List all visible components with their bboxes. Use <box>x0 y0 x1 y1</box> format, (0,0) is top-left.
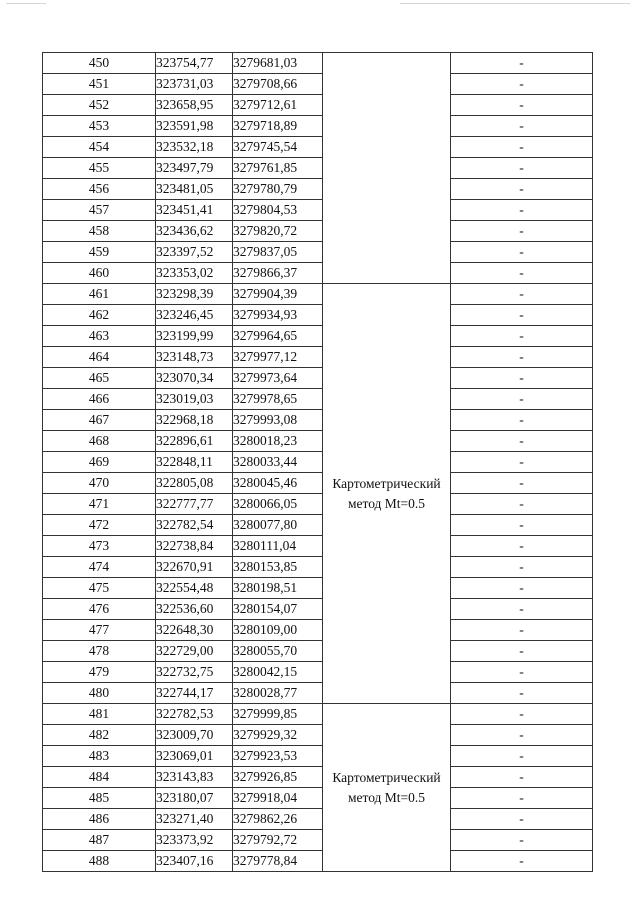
table-row <box>43 809 593 830</box>
point-number-cell: 457 <box>43 200 156 221</box>
note-cell: - <box>451 788 593 809</box>
point-number-cell: 485 <box>43 788 156 809</box>
table-row <box>43 704 593 725</box>
note-cell: - <box>451 326 593 347</box>
point-number-cell: 484 <box>43 767 156 788</box>
method-cell <box>323 53 451 284</box>
x-coordinate-cell: 322805,08 <box>156 473 233 494</box>
y-coordinate-cell: 3279778,84 <box>233 851 323 872</box>
table-row <box>43 284 593 305</box>
x-coordinate-cell: 323070,34 <box>156 368 233 389</box>
x-coordinate-cell: 323451,41 <box>156 200 233 221</box>
x-coordinate-cell: 323407,16 <box>156 851 233 872</box>
table-row <box>43 116 593 137</box>
x-coordinate-cell: 322848,11 <box>156 452 233 473</box>
note-cell: - <box>451 599 593 620</box>
table-row <box>43 368 593 389</box>
table-row <box>43 389 593 410</box>
x-coordinate-cell: 323271,40 <box>156 809 233 830</box>
y-coordinate-cell: 3279820,72 <box>233 221 323 242</box>
table-row <box>43 95 593 116</box>
note-cell: - <box>451 368 593 389</box>
note-cell: - <box>451 53 593 74</box>
table-row <box>43 158 593 179</box>
point-number-cell: 477 <box>43 620 156 641</box>
x-coordinate-cell: 323019,03 <box>156 389 233 410</box>
x-coordinate-cell: 322777,77 <box>156 494 233 515</box>
x-coordinate-cell: 322738,84 <box>156 536 233 557</box>
y-coordinate-cell: 3279993,08 <box>233 410 323 431</box>
point-number-cell: 455 <box>43 158 156 179</box>
note-cell: - <box>451 305 593 326</box>
table-row <box>43 599 593 620</box>
point-number-cell: 465 <box>43 368 156 389</box>
point-number-cell: 486 <box>43 809 156 830</box>
x-coordinate-cell: 323148,73 <box>156 347 233 368</box>
note-cell: - <box>451 200 593 221</box>
note-cell: - <box>451 473 593 494</box>
x-coordinate-cell: 323373,92 <box>156 830 233 851</box>
table-row <box>43 494 593 515</box>
point-number-cell: 472 <box>43 515 156 536</box>
table-row <box>43 788 593 809</box>
point-number-cell: 483 <box>43 746 156 767</box>
table-row <box>43 746 593 767</box>
table-row <box>43 662 593 683</box>
note-cell: - <box>451 452 593 473</box>
x-coordinate-cell: 322968,18 <box>156 410 233 431</box>
note-cell: - <box>451 284 593 305</box>
note-cell: - <box>451 431 593 452</box>
table-row <box>43 515 593 536</box>
table-row <box>43 221 593 242</box>
point-number-cell: 462 <box>43 305 156 326</box>
x-coordinate-cell: 323591,98 <box>156 116 233 137</box>
note-cell: - <box>451 95 593 116</box>
note-cell: - <box>451 494 593 515</box>
point-number-cell: 453 <box>43 116 156 137</box>
x-coordinate-cell: 322648,30 <box>156 620 233 641</box>
y-coordinate-cell: 3280198,51 <box>233 578 323 599</box>
table-row <box>43 641 593 662</box>
point-number-cell: 451 <box>43 74 156 95</box>
y-coordinate-cell: 3279929,32 <box>233 725 323 746</box>
point-number-cell: 454 <box>43 137 156 158</box>
y-coordinate-cell: 3279978,65 <box>233 389 323 410</box>
note-cell: - <box>451 263 593 284</box>
y-coordinate-cell: 3280018,23 <box>233 431 323 452</box>
x-coordinate-cell: 322670,91 <box>156 557 233 578</box>
point-number-cell: 479 <box>43 662 156 683</box>
note-cell: - <box>451 662 593 683</box>
note-cell: - <box>451 704 593 725</box>
y-coordinate-cell: 3279718,89 <box>233 116 323 137</box>
point-number-cell: 476 <box>43 599 156 620</box>
note-cell: - <box>451 809 593 830</box>
x-coordinate-cell: 323532,18 <box>156 137 233 158</box>
x-coordinate-cell: 323009,70 <box>156 725 233 746</box>
y-coordinate-cell: 3279926,85 <box>233 767 323 788</box>
y-coordinate-cell: 3280109,00 <box>233 620 323 641</box>
table-row <box>43 620 593 641</box>
note-cell: - <box>451 137 593 158</box>
y-coordinate-cell: 3280066,05 <box>233 494 323 515</box>
x-coordinate-cell: 322782,53 <box>156 704 233 725</box>
table-row <box>43 452 593 473</box>
x-coordinate-cell: 323143,83 <box>156 767 233 788</box>
note-cell: - <box>451 347 593 368</box>
table-row <box>43 473 593 494</box>
x-coordinate-cell: 322729,00 <box>156 641 233 662</box>
note-cell: - <box>451 725 593 746</box>
table-row <box>43 200 593 221</box>
note-cell: - <box>451 536 593 557</box>
note-cell: - <box>451 158 593 179</box>
y-coordinate-cell: 3279904,39 <box>233 284 323 305</box>
point-number-cell: 450 <box>43 53 156 74</box>
y-coordinate-cell: 3279977,12 <box>233 347 323 368</box>
point-number-cell: 466 <box>43 389 156 410</box>
y-coordinate-cell: 3279866,37 <box>233 263 323 284</box>
point-number-cell: 468 <box>43 431 156 452</box>
note-cell: - <box>451 746 593 767</box>
table-row <box>43 536 593 557</box>
y-coordinate-cell: 3280045,46 <box>233 473 323 494</box>
x-coordinate-cell: 323180,07 <box>156 788 233 809</box>
x-coordinate-cell: 323497,79 <box>156 158 233 179</box>
x-coordinate-cell: 323436,62 <box>156 221 233 242</box>
y-coordinate-cell: 3279681,03 <box>233 53 323 74</box>
table-row <box>43 179 593 200</box>
table-row <box>43 137 593 158</box>
table-row <box>43 305 593 326</box>
point-number-cell: 470 <box>43 473 156 494</box>
table-row <box>43 263 593 284</box>
x-coordinate-cell: 323199,99 <box>156 326 233 347</box>
x-coordinate-cell: 322536,60 <box>156 599 233 620</box>
note-cell: - <box>451 620 593 641</box>
table-row <box>43 53 593 74</box>
point-number-cell: 480 <box>43 683 156 704</box>
note-cell: - <box>451 851 593 872</box>
x-coordinate-cell: 322554,48 <box>156 578 233 599</box>
note-cell: - <box>451 641 593 662</box>
y-coordinate-cell: 3279712,61 <box>233 95 323 116</box>
x-coordinate-cell: 322896,61 <box>156 431 233 452</box>
point-number-cell: 475 <box>43 578 156 599</box>
note-cell: - <box>451 830 593 851</box>
coordinates-table <box>42 52 593 872</box>
point-number-cell: 461 <box>43 284 156 305</box>
point-number-cell: 471 <box>43 494 156 515</box>
method-cell: Картометрический метод Mt=0.5 <box>323 704 451 872</box>
y-coordinate-cell: 3280111,04 <box>233 536 323 557</box>
table-row <box>43 242 593 263</box>
point-number-cell: 481 <box>43 704 156 725</box>
note-cell: - <box>451 515 593 536</box>
table-row <box>43 326 593 347</box>
note-cell: - <box>451 116 593 137</box>
x-coordinate-cell: 323353,02 <box>156 263 233 284</box>
y-coordinate-cell: 3279999,85 <box>233 704 323 725</box>
note-cell: - <box>451 578 593 599</box>
point-number-cell: 464 <box>43 347 156 368</box>
method-cell: Картометрический метод Mt=0.5 <box>323 284 451 704</box>
x-coordinate-cell: 323397,52 <box>156 242 233 263</box>
x-coordinate-cell: 322744,17 <box>156 683 233 704</box>
point-number-cell: 482 <box>43 725 156 746</box>
y-coordinate-cell: 3280153,85 <box>233 557 323 578</box>
note-cell: - <box>451 557 593 578</box>
x-coordinate-cell: 322782,54 <box>156 515 233 536</box>
x-coordinate-cell: 323246,45 <box>156 305 233 326</box>
y-coordinate-cell: 3279780,79 <box>233 179 323 200</box>
note-cell: - <box>451 389 593 410</box>
y-coordinate-cell: 3280077,80 <box>233 515 323 536</box>
y-coordinate-cell: 3280154,07 <box>233 599 323 620</box>
table-row <box>43 557 593 578</box>
point-number-cell: 488 <box>43 851 156 872</box>
table-row <box>43 431 593 452</box>
coordinates-table-body <box>43 53 593 872</box>
y-coordinate-cell: 3279923,53 <box>233 746 323 767</box>
point-number-cell: 463 <box>43 326 156 347</box>
y-coordinate-cell: 3280042,15 <box>233 662 323 683</box>
y-coordinate-cell: 3280055,70 <box>233 641 323 662</box>
point-number-cell: 469 <box>43 452 156 473</box>
note-cell: - <box>451 179 593 200</box>
table-row <box>43 578 593 599</box>
point-number-cell: 474 <box>43 557 156 578</box>
table-row <box>43 74 593 95</box>
table-row <box>43 410 593 431</box>
note-cell: - <box>451 221 593 242</box>
note-cell: - <box>451 683 593 704</box>
table-row <box>43 683 593 704</box>
x-coordinate-cell: 323658,95 <box>156 95 233 116</box>
point-number-cell: 478 <box>43 641 156 662</box>
table-row <box>43 851 593 872</box>
y-coordinate-cell: 3279792,72 <box>233 830 323 851</box>
y-coordinate-cell: 3280033,44 <box>233 452 323 473</box>
table-row <box>43 347 593 368</box>
x-coordinate-cell: 323754,77 <box>156 53 233 74</box>
y-coordinate-cell: 3279862,26 <box>233 809 323 830</box>
y-coordinate-cell: 3279934,93 <box>233 305 323 326</box>
table-row <box>43 767 593 788</box>
point-number-cell: 473 <box>43 536 156 557</box>
x-coordinate-cell: 323069,01 <box>156 746 233 767</box>
x-coordinate-cell: 322732,75 <box>156 662 233 683</box>
y-coordinate-cell: 3279745,54 <box>233 137 323 158</box>
point-number-cell: 487 <box>43 830 156 851</box>
y-coordinate-cell: 3279804,53 <box>233 200 323 221</box>
y-coordinate-cell: 3279708,66 <box>233 74 323 95</box>
header-strip-left <box>6 3 46 4</box>
header-strip-right <box>400 3 630 4</box>
x-coordinate-cell: 323731,03 <box>156 74 233 95</box>
y-coordinate-cell: 3280028,77 <box>233 683 323 704</box>
y-coordinate-cell: 3279761,85 <box>233 158 323 179</box>
y-coordinate-cell: 3279973,64 <box>233 368 323 389</box>
note-cell: - <box>451 410 593 431</box>
point-number-cell: 456 <box>43 179 156 200</box>
point-number-cell: 458 <box>43 221 156 242</box>
point-number-cell: 460 <box>43 263 156 284</box>
note-cell: - <box>451 74 593 95</box>
note-cell: - <box>451 242 593 263</box>
y-coordinate-cell: 3279837,05 <box>233 242 323 263</box>
x-coordinate-cell: 323298,39 <box>156 284 233 305</box>
y-coordinate-cell: 3279918,04 <box>233 788 323 809</box>
table-row <box>43 725 593 746</box>
point-number-cell: 459 <box>43 242 156 263</box>
table-row <box>43 830 593 851</box>
y-coordinate-cell: 3279964,65 <box>233 326 323 347</box>
x-coordinate-cell: 323481,05 <box>156 179 233 200</box>
note-cell: - <box>451 767 593 788</box>
point-number-cell: 467 <box>43 410 156 431</box>
point-number-cell: 452 <box>43 95 156 116</box>
